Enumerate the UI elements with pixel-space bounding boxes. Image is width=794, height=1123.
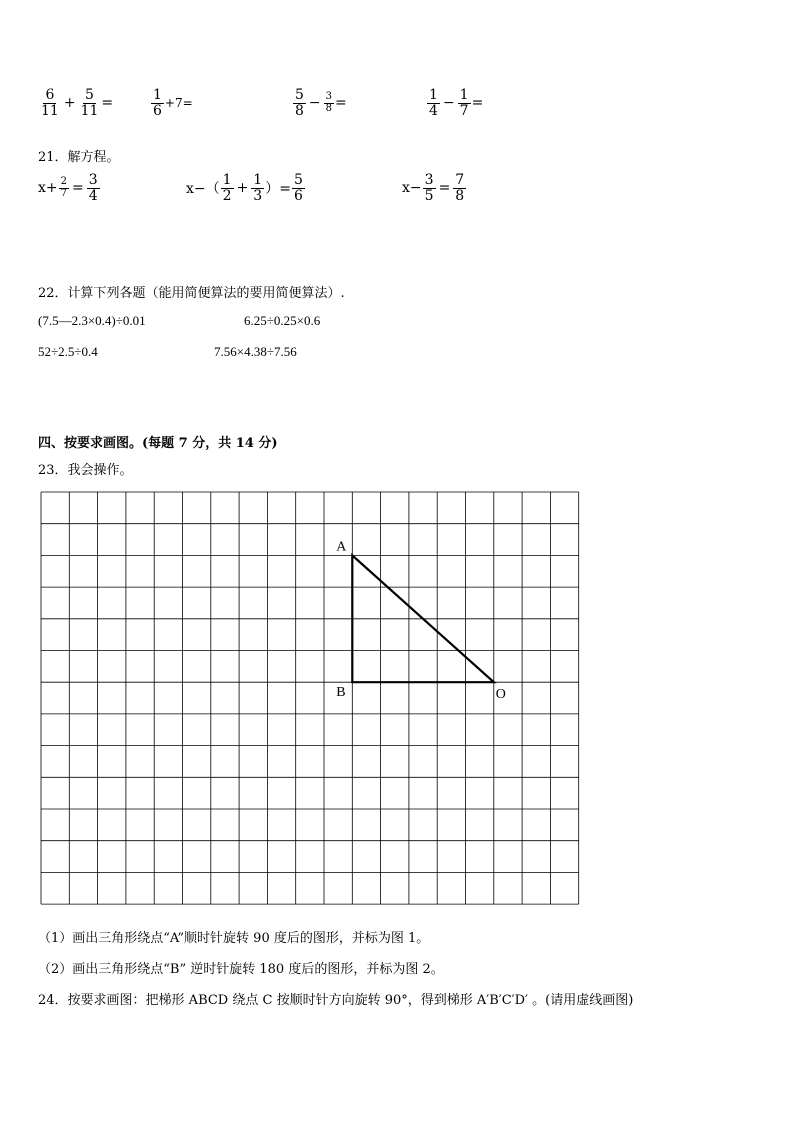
fraction-problem-4: $\frac{1}{4}$ − $\frac{1}{7}$ = <box>429 87 484 119</box>
point-label-a: A <box>336 539 347 555</box>
calc-item-2: 6.25÷0.25×0.6 <box>244 313 321 328</box>
question-22-title: 22．计算下列各题（能用简便算法的要用简便算法）. <box>38 286 345 301</box>
question-24-title: 24．按要求画图：把梯形 ABCD 绕点 C 按顺时针方向旋转 90°，得到梯形 A′B′C′D′ 。(请用虚线画图) <box>38 993 634 1008</box>
calc-item-1: (7.5—2.3×0.4)÷0.01 <box>38 313 146 328</box>
drawing-grid <box>40 491 580 906</box>
fraction-problem-2: $\frac{1}{6}$ +7= <box>153 87 193 119</box>
fraction-problem-1: $\frac{6}{11}$ + $\frac{5}{11}$ = <box>41 87 114 119</box>
fraction-problem-3: $\frac{5}{8}$ − $\frac{3}{8}$ = <box>295 87 347 119</box>
task-2: （2）画出三角形绕点“B” 逆时针旋转 180 度后的图形，并标为图 2。 <box>38 962 444 977</box>
calc-item-3: 52÷2.5÷0.4 <box>38 344 98 359</box>
point-label-b: B <box>336 685 346 701</box>
equation-2: x−（ $\frac{1}{2}$ + $\frac{1}{3}$ ）= $\frac{5}{6}$ <box>186 172 303 204</box>
calc-item-4: 7.56×4.38÷7.56 <box>214 344 297 359</box>
equation-1: x+ $\frac{2}{7}$ = $\frac{3}{4}$ <box>38 172 98 204</box>
equation-3: x− $\frac{3}{5}$ = $\frac{7}{8}$ <box>402 172 465 204</box>
question-23-title: 23．我会操作。 <box>38 463 133 478</box>
section-4-title: 四、按要求画图。(每题 7 分，共 14 分) <box>38 436 278 451</box>
point-label-o: O <box>495 687 506 703</box>
question-21-title: 21．解方程。 <box>38 150 120 165</box>
task-1: （1）画出三角形绕点“A”顺时针旋转 90 度后的图形，并标为图 1。 <box>38 931 430 946</box>
